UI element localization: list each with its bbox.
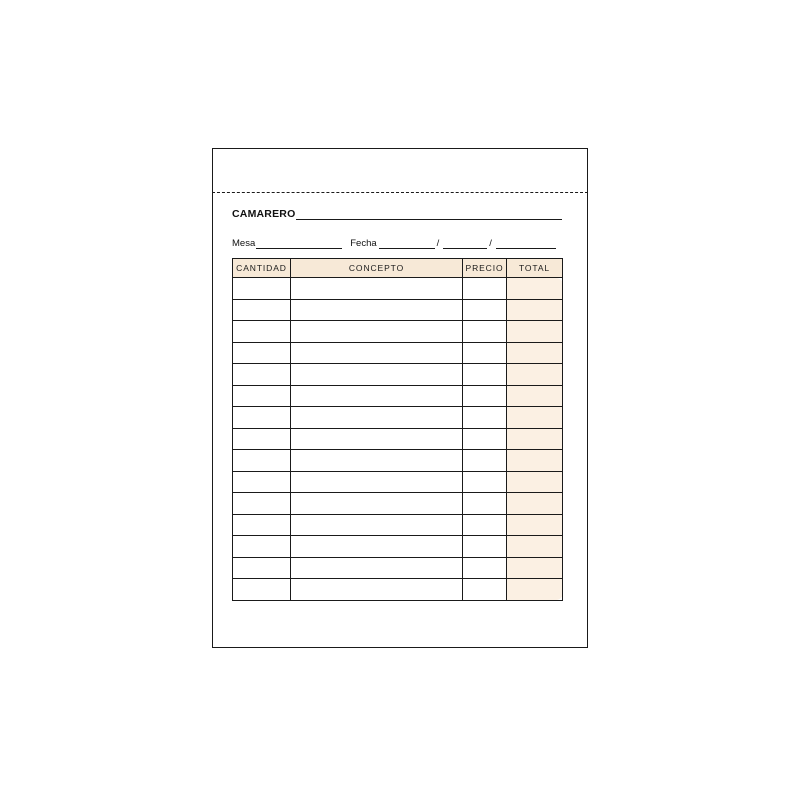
cell-precio[interactable] [463, 299, 507, 321]
table-row [233, 428, 563, 450]
table-row [233, 364, 563, 386]
table-row [233, 493, 563, 515]
cell-cantidad[interactable] [233, 428, 291, 450]
table-row [233, 321, 563, 343]
cell-total[interactable] [507, 407, 563, 429]
cell-precio[interactable] [463, 450, 507, 472]
cell-cantidad[interactable] [233, 536, 291, 558]
cell-cantidad[interactable] [233, 557, 291, 579]
cell-precio[interactable] [463, 385, 507, 407]
date-separator-1: / [436, 238, 440, 249]
cell-precio[interactable] [463, 536, 507, 558]
cell-total[interactable] [507, 278, 563, 300]
table-row [233, 471, 563, 493]
cell-total[interactable] [507, 364, 563, 386]
cell-concepto[interactable] [291, 342, 463, 364]
table-row [233, 450, 563, 472]
cell-cantidad[interactable] [233, 299, 291, 321]
cell-concepto[interactable] [291, 471, 463, 493]
cell-total[interactable] [507, 299, 563, 321]
cell-precio[interactable] [463, 342, 507, 364]
table-row [233, 514, 563, 536]
cell-cantidad[interactable] [233, 364, 291, 386]
cell-concepto[interactable] [291, 364, 463, 386]
cell-total[interactable] [507, 385, 563, 407]
cell-precio[interactable] [463, 514, 507, 536]
cell-concepto[interactable] [291, 407, 463, 429]
cell-cantidad[interactable] [233, 493, 291, 515]
field-row-mesa-fecha [232, 234, 562, 250]
cell-cantidad[interactable] [233, 579, 291, 601]
cell-concepto[interactable] [291, 428, 463, 450]
cell-precio[interactable] [463, 471, 507, 493]
cell-total[interactable] [507, 493, 563, 515]
date-separator-2: / [489, 238, 492, 249]
cell-total[interactable] [507, 428, 563, 450]
cell-precio[interactable] [463, 364, 507, 386]
fecha-label: Fecha [350, 238, 377, 249]
cell-concepto[interactable] [291, 579, 463, 601]
cell-concepto[interactable] [291, 536, 463, 558]
table-row [233, 579, 563, 601]
table-row [233, 278, 563, 300]
cell-total[interactable] [507, 471, 563, 493]
items-table [232, 258, 563, 601]
cell-total[interactable] [507, 342, 563, 364]
table-row [233, 299, 563, 321]
cell-precio[interactable] [463, 407, 507, 429]
cell-cantidad[interactable] [233, 450, 291, 472]
cell-cantidad[interactable] [233, 278, 291, 300]
cell-precio[interactable] [463, 557, 507, 579]
cell-total[interactable] [507, 450, 563, 472]
cell-concepto[interactable] [291, 278, 463, 300]
cell-precio[interactable] [463, 428, 507, 450]
cell-cantidad[interactable] [233, 407, 291, 429]
items-table-head [233, 259, 563, 278]
cell-precio[interactable] [463, 278, 507, 300]
mesa-write-line[interactable] [256, 248, 342, 249]
table-row [233, 407, 563, 429]
cell-concepto[interactable] [291, 299, 463, 321]
cell-precio[interactable] [463, 321, 507, 343]
table-row [233, 536, 563, 558]
table-header-row [233, 259, 563, 278]
table-row [233, 557, 563, 579]
camarero-label: CAMARERO [232, 208, 296, 220]
column-header-cantidad: CANTIDAD [233, 259, 291, 278]
cell-total[interactable] [507, 321, 563, 343]
cell-concepto[interactable] [291, 385, 463, 407]
cell-concepto[interactable] [291, 514, 463, 536]
cell-cantidad[interactable] [233, 321, 291, 343]
fecha-day-write-line[interactable] [379, 248, 435, 249]
perforation-dashed-line [212, 192, 588, 193]
cell-concepto[interactable] [291, 450, 463, 472]
cell-precio[interactable] [463, 493, 507, 515]
cell-precio[interactable] [463, 579, 507, 601]
cell-total[interactable] [507, 514, 563, 536]
fecha-year-write-line[interactable] [496, 248, 556, 249]
cell-total[interactable] [507, 557, 563, 579]
cell-cantidad[interactable] [233, 342, 291, 364]
cell-total[interactable] [507, 536, 563, 558]
cell-cantidad[interactable] [233, 514, 291, 536]
table-row [233, 385, 563, 407]
cell-cantidad[interactable] [233, 385, 291, 407]
mesa-label: Mesa [232, 238, 256, 249]
fecha-month-write-line[interactable] [443, 248, 487, 249]
cell-concepto[interactable] [291, 493, 463, 515]
cell-cantidad[interactable] [233, 471, 291, 493]
cell-total[interactable] [507, 579, 563, 601]
cell-concepto[interactable] [291, 557, 463, 579]
field-camarero[interactable] [232, 203, 562, 221]
column-header-total: TOTAL [507, 259, 563, 278]
table-row [233, 342, 563, 364]
column-header-precio: PRECIO [463, 259, 507, 278]
column-header-concepto: CONCEPTO [291, 259, 463, 278]
camarero-write-line[interactable] [296, 219, 562, 220]
cell-concepto[interactable] [291, 321, 463, 343]
items-table-body [233, 278, 563, 601]
